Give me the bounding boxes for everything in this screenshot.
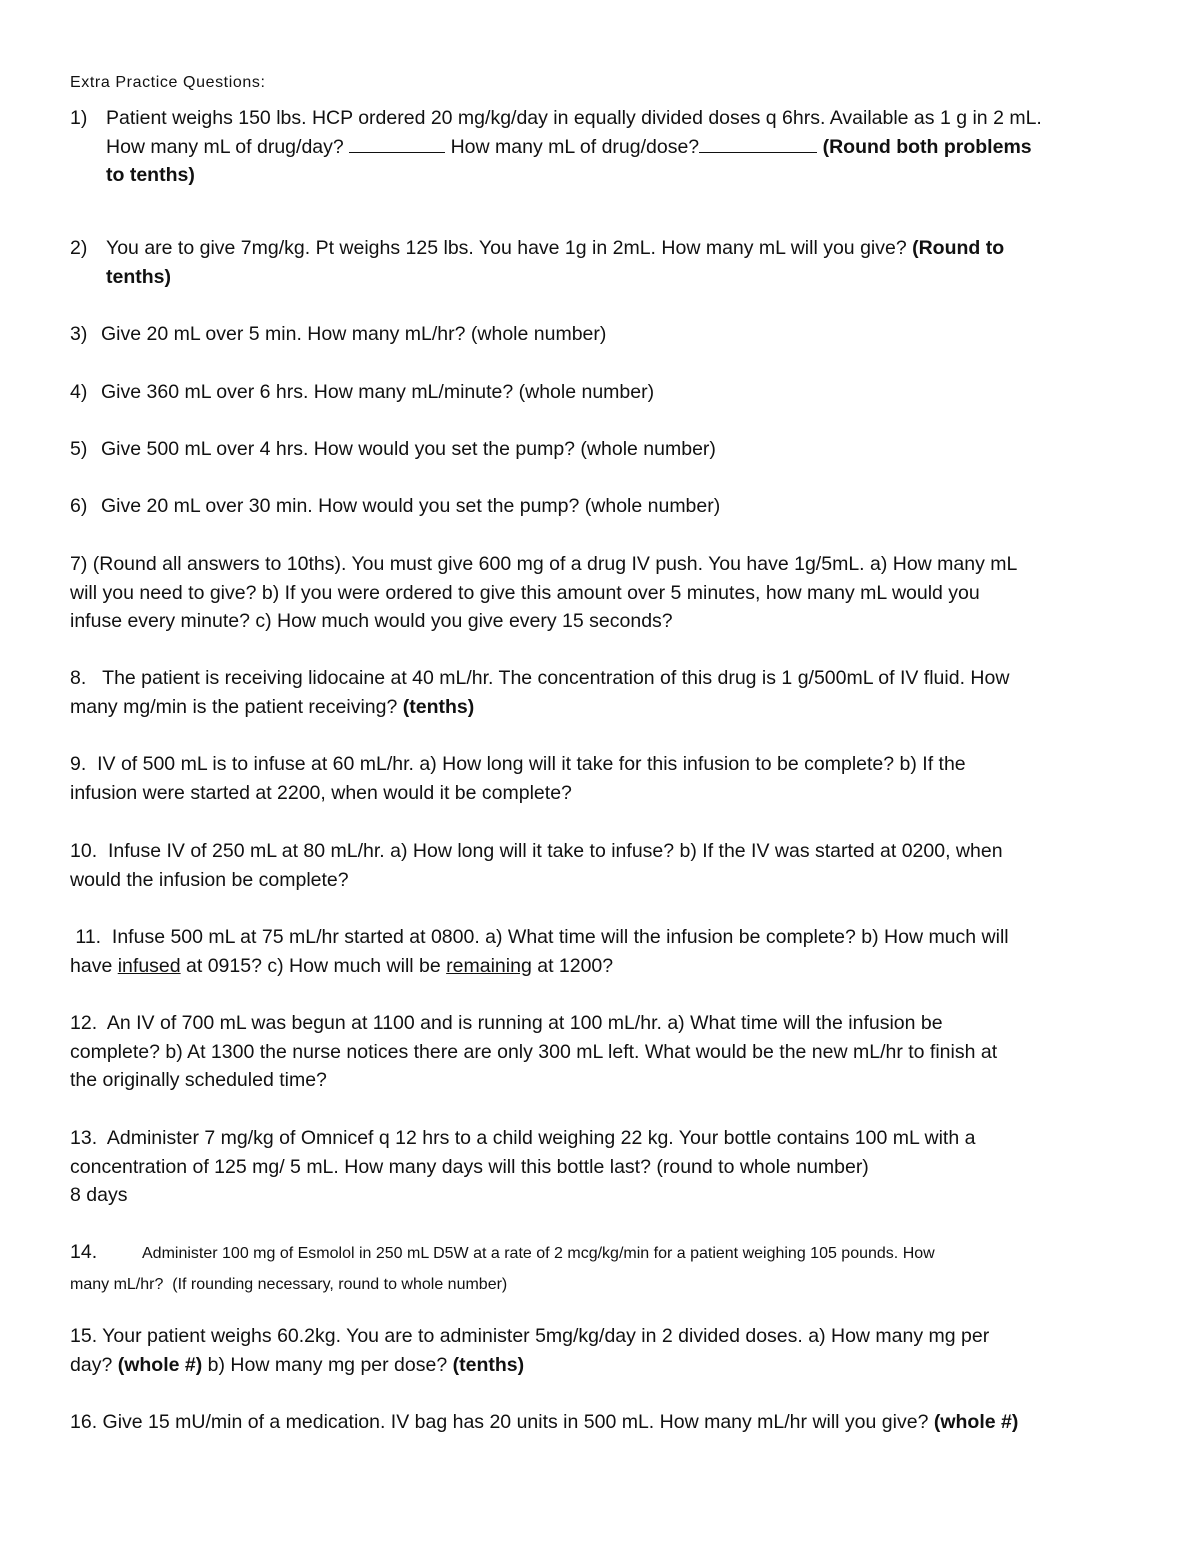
- answer-text: 8 days: [70, 1184, 128, 1206]
- question-text: complete? b) At 1300 the nurse notices there are only 300 mL left. What would be the new mL/hr to finish at: [70, 1040, 998, 1063]
- question-text: at 1200?: [537, 954, 614, 977]
- question-text: at 0915? c) How much will be: [186, 954, 441, 977]
- underlined-term: infused: [117, 954, 181, 977]
- question-text: Give 360 mL over 6 hrs. How many mL/minute? (whole number): [101, 381, 655, 403]
- question-13: [70, 1124, 1145, 1210]
- question-16: [70, 1408, 1145, 1437]
- question-text: will you need to give? b) If you were ordered to give this amount over 5 minutes, how many mL would you: [70, 581, 980, 604]
- rounding-instruction: tenths): [106, 265, 171, 288]
- question-text: 8. The patient is receiving lidocaine at 40 mL/hr. The concentration of this drug is 1 g/500mL of IV fluid. How: [70, 667, 1010, 689]
- question-text: Give 20 mL over 30 min. How would you set the pump? (whole number): [101, 495, 721, 517]
- question-text: infusion were started at 2200, when would it be complete?: [70, 781, 572, 804]
- question-text: 7) (Round all answers to 10ths). You must give 600 mg of a drug IV push. You have 1g/5mL. a) How many mL: [70, 553, 1018, 575]
- rounding-instruction: (Round to: [912, 237, 1005, 259]
- question-1: [70, 104, 1145, 190]
- question-text: b) How many mg per dose?: [207, 1353, 448, 1376]
- question-10: [70, 837, 1145, 894]
- question-text: day?: [70, 1353, 113, 1376]
- question-9: [70, 750, 1145, 807]
- question-number: 4): [70, 381, 88, 403]
- page-heading: Extra Practice Questions:: [70, 74, 266, 91]
- question-text: How many mL of drug/dose?: [450, 135, 700, 158]
- question-text: Give 20 mL over 5 min. How many mL/hr? (whole number): [101, 323, 607, 345]
- question-text: Give 500 mL over 4 hrs. How would you set the pump? (whole number): [101, 438, 716, 460]
- question-text: would the infusion be complete?: [70, 868, 349, 891]
- question-text: 16. Give 15 mU/min of a medication. IV bag has 20 units in 500 mL. How many mL/hr will you give?: [70, 1411, 929, 1433]
- question-7: [70, 550, 1145, 636]
- question-2: [70, 234, 1145, 291]
- question-text: 10. Infuse IV of 250 mL at 80 mL/hr. a) How long will it take to infuse? b) If the IV was started at 0200, when: [70, 840, 1003, 862]
- question-text: 12. An IV of 700 mL was begun at 1100 and is running at 100 mL/hr. a) What time will the infusion be: [70, 1012, 943, 1034]
- question-text: Patient weighs 150 lbs. HCP ordered 20 mg/kg/day in equally divided doses q 6hrs. Available as 1 g in 2 mL.: [106, 107, 1042, 129]
- question-14: [70, 1238, 1145, 1299]
- question-number: 5): [70, 438, 88, 460]
- rounding-instruction: (Round both problems: [822, 135, 1032, 158]
- answer-blank[interactable]: [349, 134, 445, 153]
- question-3: [70, 320, 1145, 349]
- question-number: 14.: [70, 1241, 98, 1263]
- question-text: infuse every minute? c) How much would you give every 15 seconds?: [70, 610, 673, 632]
- underlined-term: remaining: [446, 954, 532, 977]
- question-number: 3): [70, 323, 88, 345]
- question-text: have: [70, 954, 113, 977]
- question-number: 2): [70, 237, 88, 259]
- question-text: How many mL of drug/day?: [106, 135, 344, 158]
- rounding-instruction: (tenths): [452, 1353, 525, 1376]
- question-text: 11. Infuse 500 mL at 75 mL/hr started at 0800. a) What time will the infusion be complete? b) How much will: [70, 926, 1009, 948]
- question-8: [70, 664, 1145, 721]
- rounding-instruction: to tenths): [106, 164, 195, 186]
- question-6: [70, 492, 1145, 521]
- rounding-instruction: (tenths): [402, 695, 475, 718]
- question-text: many mL/hr? (If rounding necessary, round to whole number): [70, 1275, 508, 1293]
- question-text: Administer 100 mg of Esmolol in 250 mL D5W at a rate of 2 mcg/kg/min for a patient weighing 105 pounds. How: [142, 1245, 935, 1262]
- question-number: 1): [70, 107, 88, 129]
- rounding-instruction: (whole #): [933, 1411, 1019, 1433]
- question-text: the originally scheduled time?: [70, 1069, 327, 1091]
- rounding-instruction: (whole #): [117, 1353, 203, 1376]
- question-text: 13. Administer 7 mg/kg of Omnicef q 12 hrs to a child weighing 22 kg. Your bottle contains 100 mL with a: [70, 1127, 976, 1149]
- question-15: [70, 1322, 1145, 1379]
- question-text: 9. IV of 500 mL is to infuse at 60 mL/hr. a) How long will it take for this infusion to be complete? b) If the: [70, 753, 966, 775]
- question-text: 15. Your patient weighs 60.2kg. You are to administer 5mg/kg/day in 2 divided doses. a) How many mg per: [70, 1325, 990, 1347]
- question-number: 6): [70, 495, 88, 517]
- question-text: concentration of 125 mg/ 5 mL. How many days will this bottle last? (round to whole number): [70, 1155, 869, 1178]
- question-text: You are to give 7mg/kg. Pt weighs 125 lbs. You have 1g in 2mL. How many mL will you give?: [106, 237, 907, 259]
- question-text: many mg/min is the patient receiving?: [70, 695, 398, 718]
- answer-blank[interactable]: [699, 134, 817, 153]
- question-4: [70, 378, 1145, 407]
- question-11: [70, 923, 1145, 980]
- question-12: [70, 1009, 1145, 1095]
- question-5: [70, 435, 1145, 464]
